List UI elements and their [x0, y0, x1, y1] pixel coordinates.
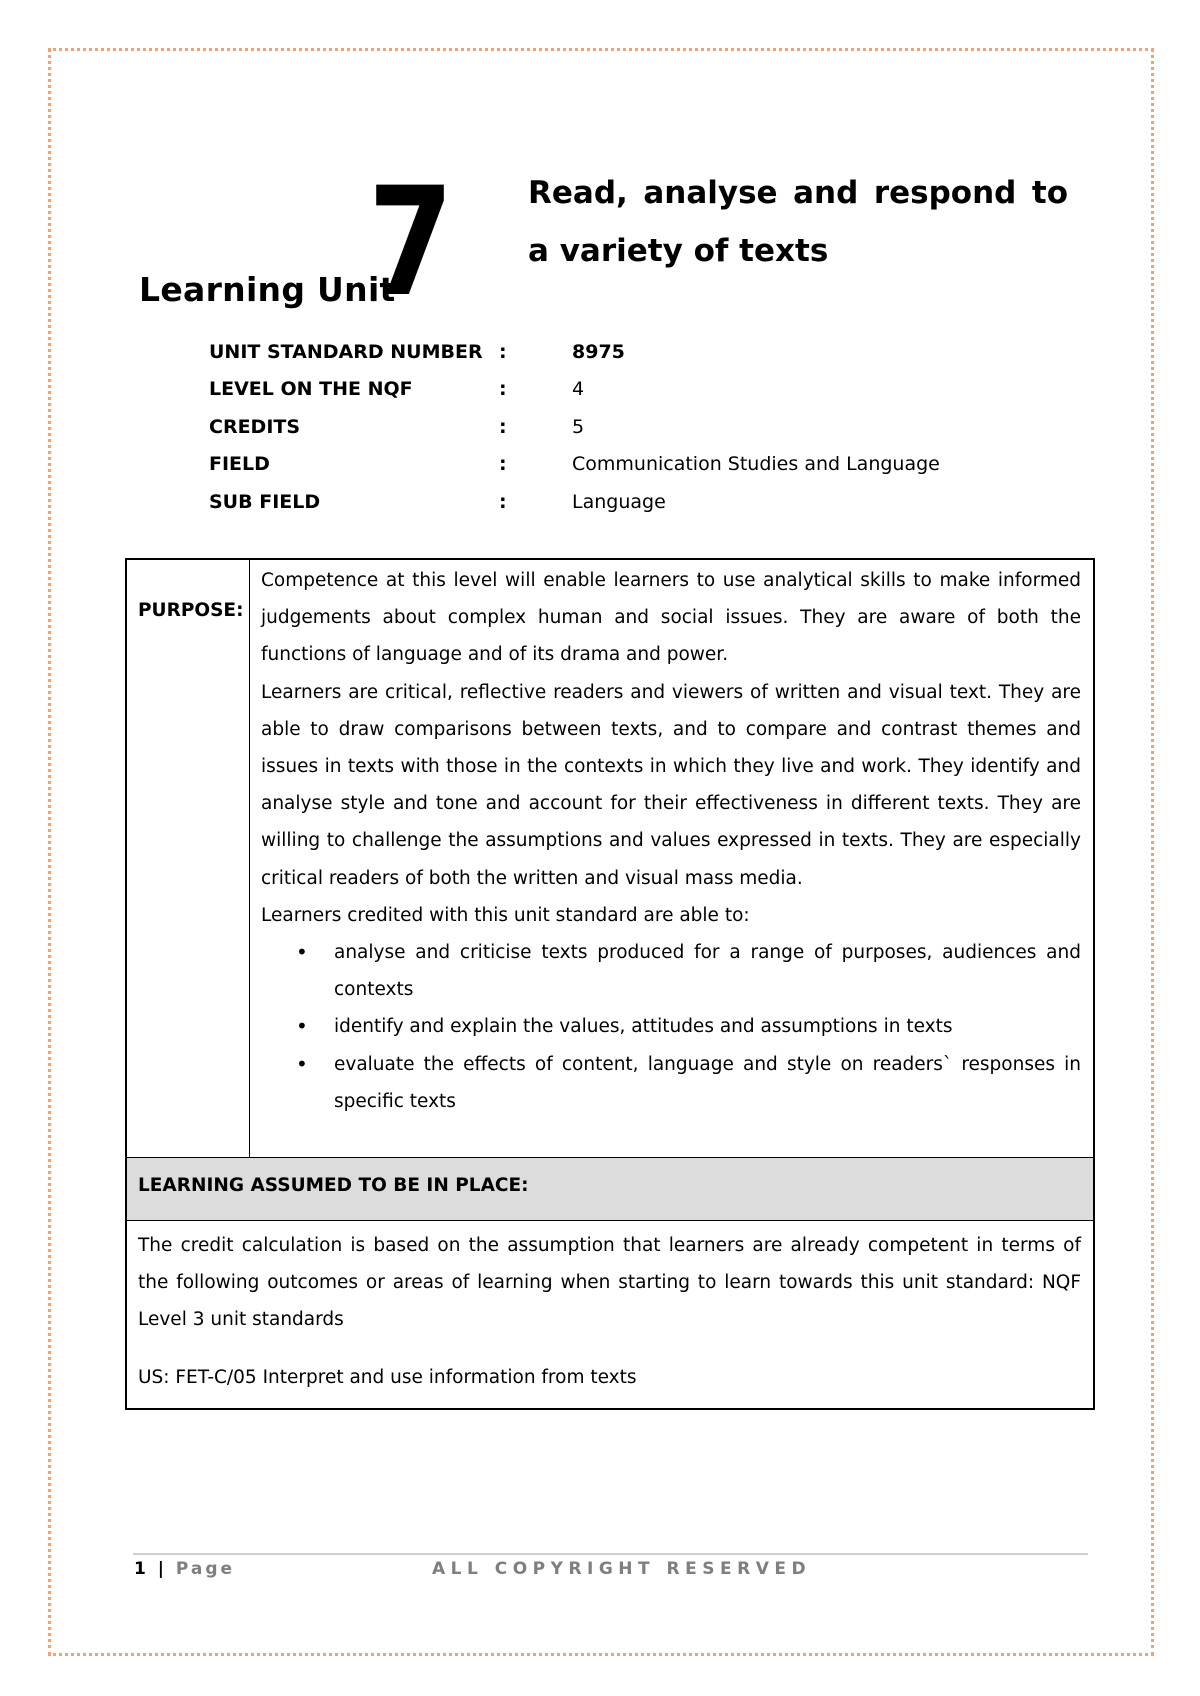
purpose-paragraph: Learners are critical, reflective readers and viewers of written and visual text. They are able to draw comparisons between texts, and to compare and contrast themes and issues in texts with those in the contexts in which they live and work. They identify and analyse style and tone and account for their effectiveness in different texts. They are willing to challenge the assumptions and values expressed in texts. They are especially critical readers of both the written and visual mass media. — [261, 681, 1081, 889]
meta-value: Language — [572, 490, 666, 513]
unit-label: Learning Unit — [139, 270, 396, 309]
footer-page-number — [134, 1559, 235, 1579]
list-item: • analyse and criticise texts produced for a range of purposes, audiences and contexts — [334, 934, 1081, 1008]
meta-key: FIELD — [209, 453, 270, 476]
purpose-label: PURPOSE: — [138, 600, 244, 621]
learning-assumed-header — [127, 1157, 1093, 1221]
footer-copyright: ALL COPYRIGHT RESERVED — [432, 1559, 812, 1579]
meta-key: UNIT STANDARD NUMBER — [209, 340, 483, 363]
list-item: • evaluate the effects of content, language and style on readers` responses in specific texts — [334, 1046, 1081, 1120]
learning-assumed-content — [138, 1227, 1081, 1396]
meta-colon: : — [499, 378, 507, 401]
purpose-paragraph: Learners credited with this unit standard are able to: — [261, 904, 750, 926]
page-separator: | — [157, 1559, 167, 1579]
meta-value: 4 — [572, 378, 585, 401]
assumed-paragraph: The credit calculation is based on the assumption that learners are already competent in terms of the following outcomes or areas of learning when starting to learn towards this unit standard: NQF Level 3 unit standards — [138, 1235, 1081, 1331]
meta-row-field — [209, 446, 940, 484]
meta-colon: : — [499, 415, 507, 438]
purpose-content-cell — [261, 562, 1081, 1120]
purpose-paragraph: Competence at this level will enable learners to use analytical skills to make informed judgements about complex human and social issues. They are aware of both the functions of language and of its drama and power. — [261, 570, 1081, 666]
meta-value: Communication Studies and Language — [572, 453, 940, 476]
list-item: • identify and explain the values, attitudes and assumptions in texts — [334, 1008, 1081, 1045]
page-number: 1 — [134, 1559, 149, 1579]
meta-colon: : — [499, 453, 507, 476]
meta-row-level — [209, 371, 940, 409]
meta-key: CREDITS — [209, 415, 301, 438]
learning-assumed-heading: LEARNING ASSUMED TO BE IN PLACE: — [138, 1175, 529, 1196]
unit-details-table — [125, 558, 1095, 1410]
footer-divider — [133, 1553, 1088, 1555]
meta-colon: : — [499, 490, 507, 513]
unit-standard-reference: US: FET-C/05 Interpret and use information from texts — [138, 1366, 637, 1388]
meta-row-unit-standard — [209, 333, 940, 371]
meta-key: LEVEL ON THE NQF — [209, 378, 413, 401]
meta-colon: : — [499, 340, 507, 363]
meta-row-sub-field — [209, 483, 940, 521]
unit-meta-table — [209, 333, 940, 521]
meta-value: 5 — [572, 415, 585, 438]
meta-row-credits — [209, 408, 940, 446]
meta-key: SUB FIELD — [209, 490, 321, 513]
meta-value: 8975 — [572, 340, 625, 363]
purpose-label-cell — [127, 560, 250, 1157]
unit-number: 7 — [368, 156, 451, 330]
page-word: Page — [175, 1559, 236, 1579]
outcomes-list — [261, 934, 1081, 1120]
unit-title: Read, analyse and respond to a variety of texts — [528, 175, 1068, 269]
